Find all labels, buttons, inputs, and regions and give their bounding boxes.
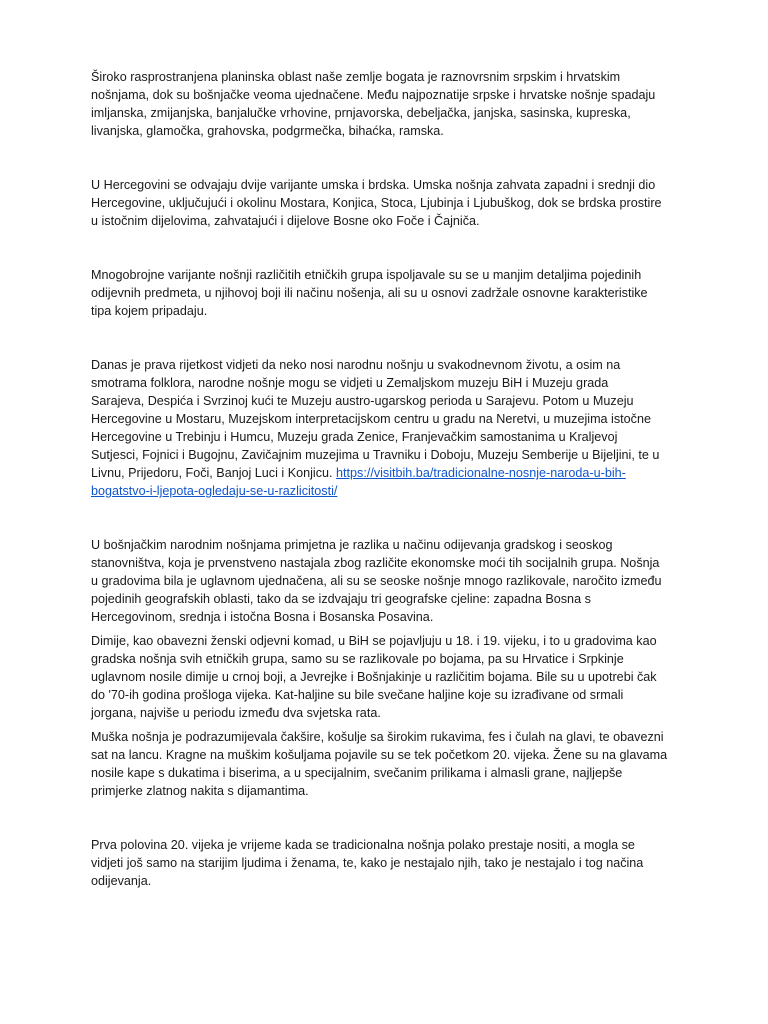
paragraph-spacer (91, 320, 676, 356)
paragraph-spacer (91, 800, 676, 836)
paragraph-6: Dimije, kao obavezni ženski odjevni komad, u BiH se pojavljuju u 18. i 19. vijeku, i to u gradovima kao gradska nošnja svih etničkih grupa, samo su se razlikovale po bojama, pa su Hrvatice i Srpkinje uglavnom nosile dimije u crnoj boji, a Jevrejke i Bošnjakinje u različitim bojama. Bile su u upotrebi čak do '70-ih godina prošloga vijeka. Kat-haljine su bile svečane haljine koje su izrađivane od srmali jorgana, najviše u periodu između dva svjetska rata. (91, 634, 657, 720)
paragraph-1: Široko rasprostranjena planinska oblast naše zemlje bogata je raznovrsnim srpskim i hrvatskim nošnjama, dok su bošnjačke veoma ujednačene. Među najpoznatije srpske i hrvatske nošnje spadaju imljanska, zmijanjska, banjalučke vrhovine, prnjavorska, debeljačka, janjska, sasinska, kupreska, livanjska, glamočka, grahovska, podgrmečka, bihaćka, ramska. (91, 70, 656, 138)
paragraph-4-text: Danas je prava rijetkost vidjeti da neko nosi narodnu nošnju u svakodnevnom životu, a osim na smotrama folklora, narodne nošnje mogu se vidjeti u Zemaljskom muzeju BiH i Muzeju grada Sarajeva, Despića i Svrzinoj kući te Muzeju austro-ugarskog perioda u Sarajevu. Potom u Muzeju Hercegovine u Mostaru, Muzejskom interpretacijskom centru u gradu na Neretvi, u muzejima istočne Hercegovine u Trebinju i Humcu, Muzeju grada Zenice, Franjevačkim samostanima u Kraljevoj Sutjesci, Fojnici i Bugojnu, Zavičajnim muzejima u Travniku i Doboju, Muzeju Semberije u Bijeljini, te u Livnu, Prijedoru, Foči, Banjoj Luci i Konjicu. (91, 358, 660, 480)
paragraph-4 (91, 356, 676, 500)
document-page (91, 68, 676, 890)
paragraph-spacer (91, 140, 676, 176)
paragraph-5: U bošnjačkim narodnim nošnjama primjetna je razlika u načinu odijevanja gradskog i seoskog stanovništva, koja je prvenstveno nastajala zbog različite ekonomske moći tih socijalnih grupa. Nošnja u gradovima bila je uglavnom ujednačena, ali su se seoske nošnje mnogo razlikovale, naročito između pojedinih geografskih oblasti, tako da se izdvajaju tri geografske cjeline: zapadna Bosna s Hercegovinom, srednja i istočna Bosna i Bosanska Posavina. (91, 538, 662, 624)
paragraph-spacer (91, 230, 676, 266)
source-link[interactable]: https://visitbih.ba/tradicionalne-nosnje-naroda-u-bih- bogatstvo-i-ljepota-ogledaju-se-u-razlicitosti/ (91, 466, 626, 498)
paragraph-7: Muška nošnja je podrazumijevala čakšire, košulje sa širokim rukavima, fes i čulah na glavi, te obavezni sat na lancu. Kragne na muškim košuljama pojavile su se tek početkom 20. vijeka. Žene su na glavama nosile kape s dukatima i biserima, a u specijalnim, svečanim prilikama i almasli grane, najljepše primjerke zlatnog nakita s dijamantima. (91, 730, 668, 798)
paragraph-spacer (91, 500, 676, 536)
paragraph-3: Mnogobrojne varijante nošnji različitih etničkih grupa ispoljavale su se u manjim detaljima pojedinih odijevnih predmeta, u njihovoj boji ili načinu nošenja, ali su u osnovi zadržale osnovne karakteristike tipa kojem pripadaju. (91, 268, 648, 318)
paragraph-2: U Hercegovini se odvajaju dvije varijante umska i brdska. Umska nošnja zahvata zapadni i srednji dio Hercegovine, uključujući i okolinu Mostara, Konjica, Stoca, Ljubinja i Ljubuškog, dok se brdska prostire u istočnim dijelovima, zahvatajući i dijelove Bosne oko Foče i Čajniča. (91, 178, 662, 228)
paragraph-8: Prva polovina 20. vijeka je vrijeme kada se tradicionalna nošnja polako prestaje nositi, a mogla se vidjeti još samo na starijim ljudima i ženama, te, kako je nestajalo njih, tako je nestajalo i tog načina odijevanja. (91, 838, 644, 888)
